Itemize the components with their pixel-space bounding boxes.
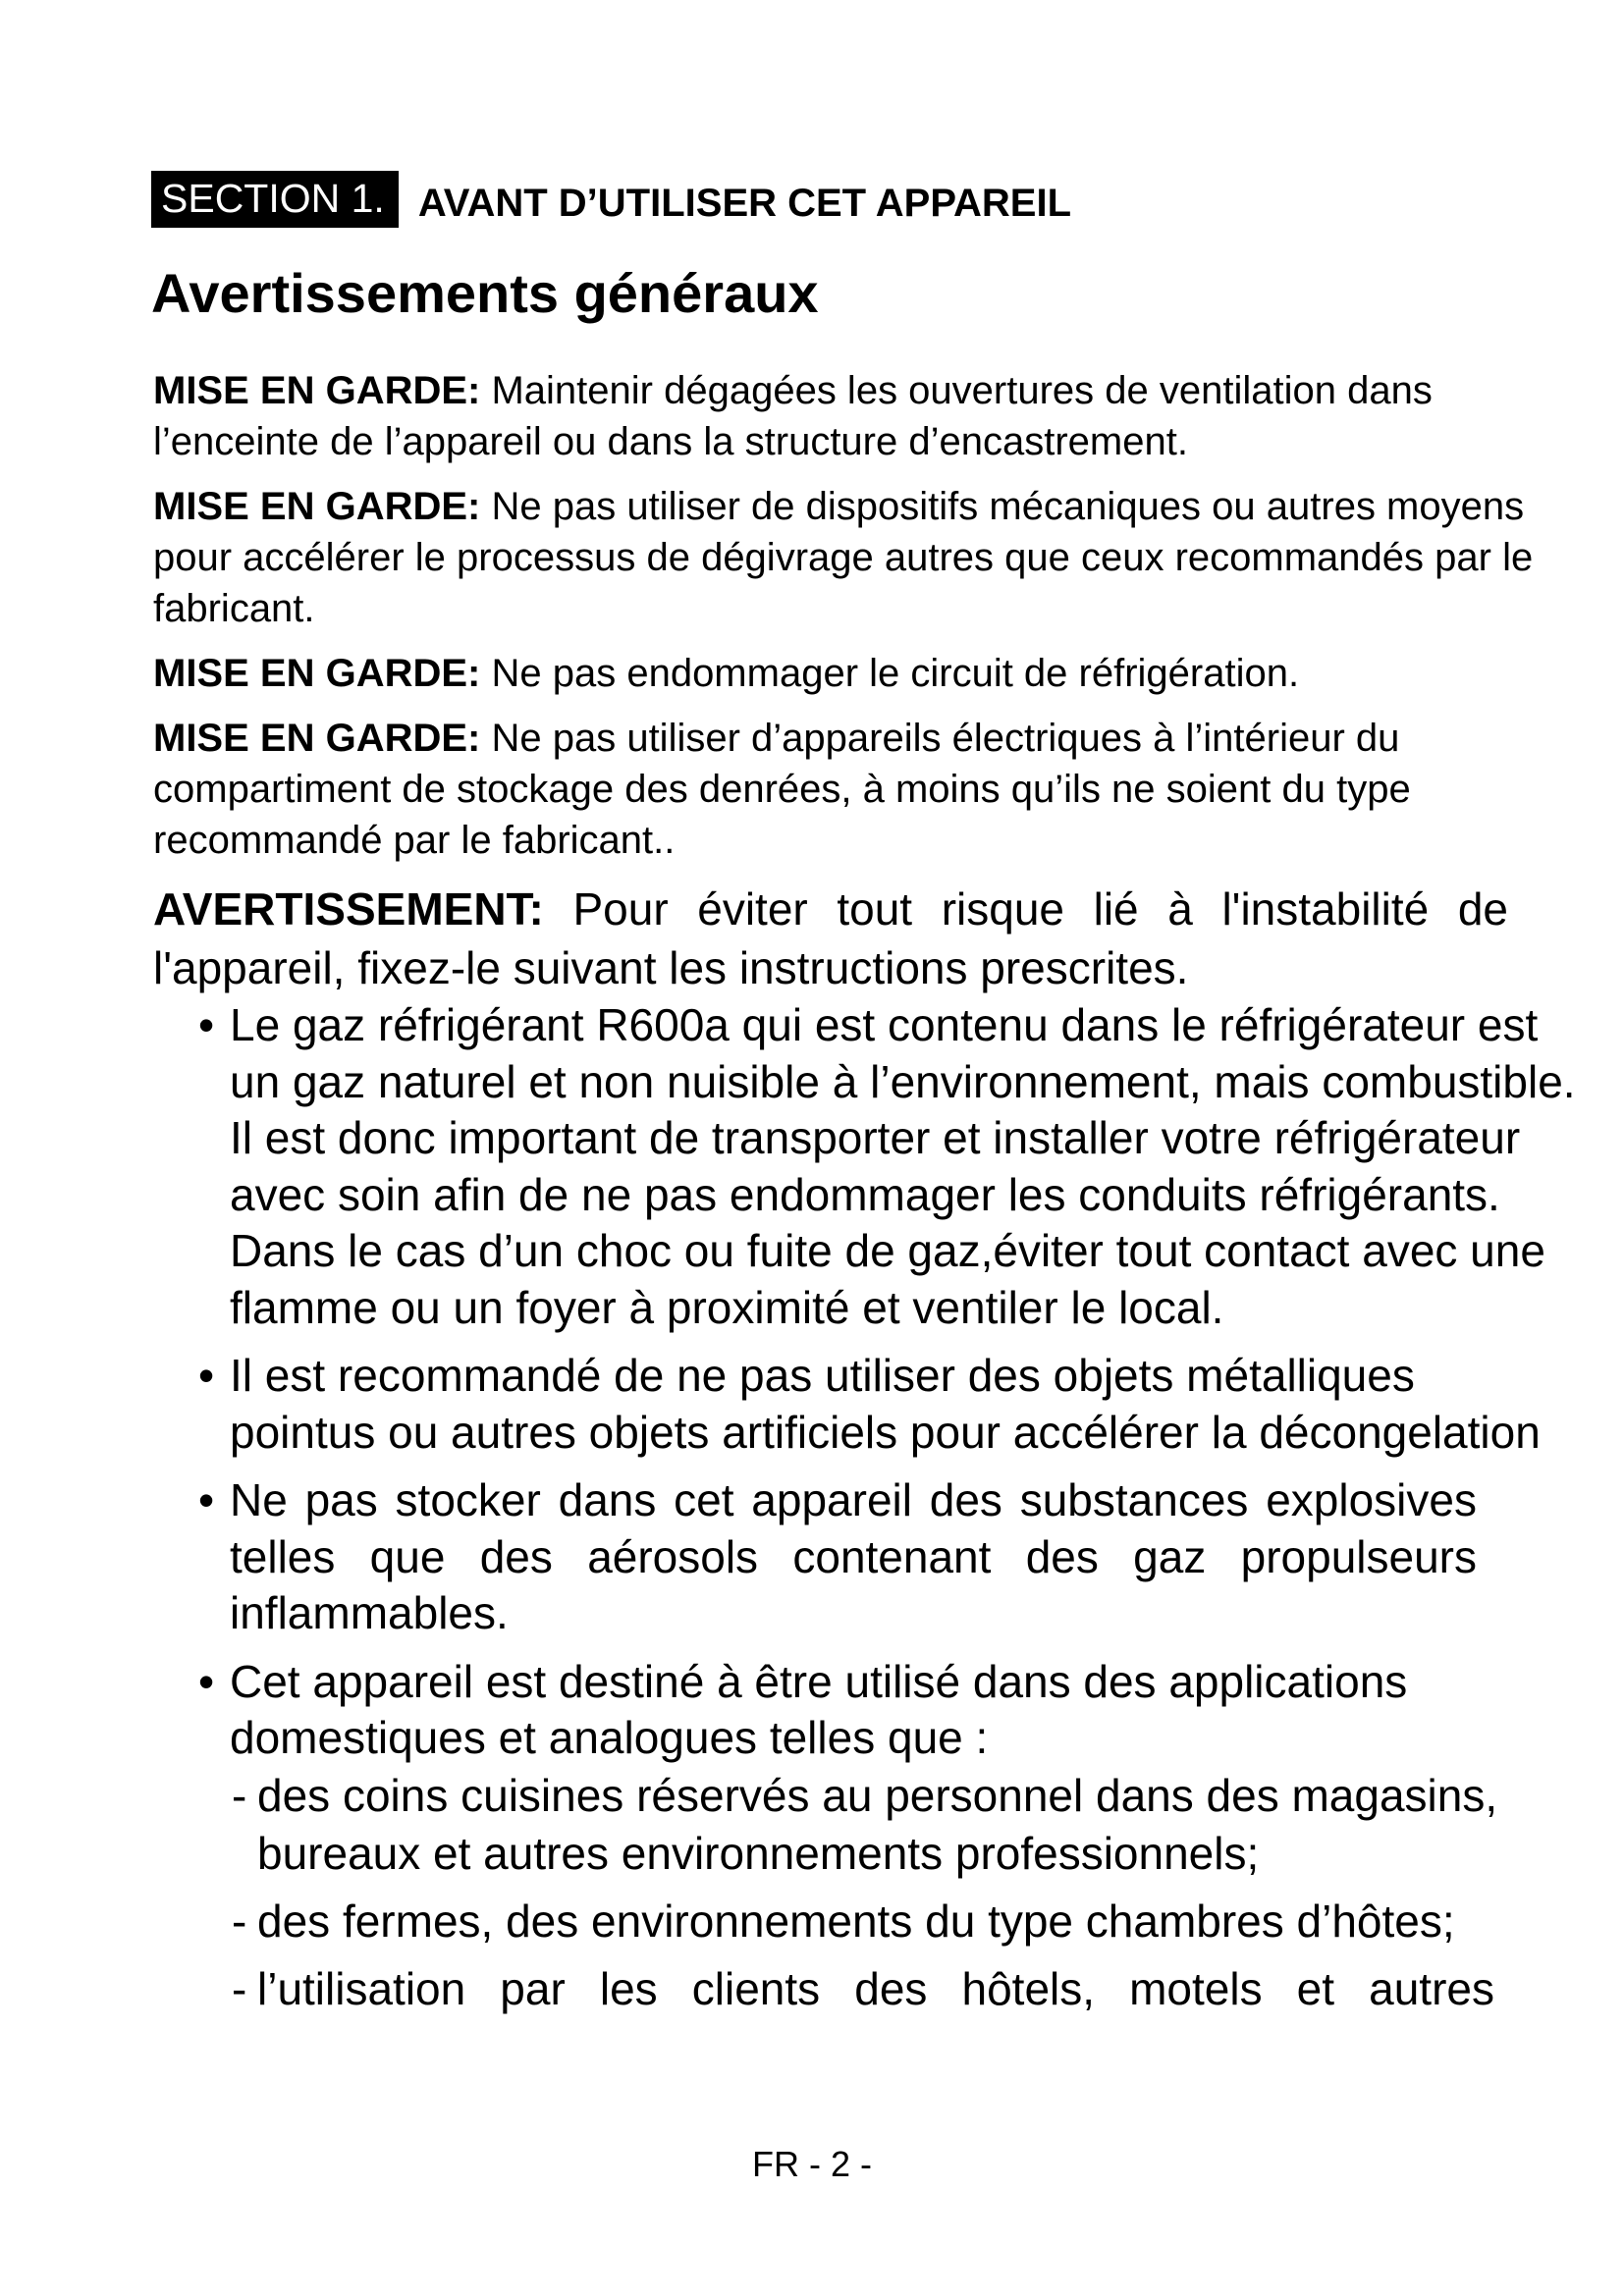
- section-header: [151, 171, 1071, 228]
- avertissement-stability: [153, 880, 1508, 997]
- bullet-text-metal-objects-line1: Il est recommandé de ne pas utiliser des objets métalliques: [230, 1350, 1415, 1401]
- warning-prefix: MISE EN GARDE:: [153, 369, 481, 412]
- avertissement-prefix: AVERTISSEMENT:: [153, 883, 544, 934]
- dash-marker: -: [232, 1769, 247, 1821]
- list-item: [196, 1472, 1581, 1642]
- warning-text: Maintenir dégagées les ouvertures de ventilation dans l’enceinte de l’appareil ou dans la structure d’encastrement.: [153, 369, 1433, 463]
- dash-marker: -: [232, 1962, 247, 2014]
- bullet-text-explosives: Ne pas stocker dans cet appareil des substances explosives telles que des aérosols contenant des gaz propulseurs inflammables.: [230, 1474, 1477, 1638]
- warning-electrical: [153, 713, 1567, 866]
- bullet-text-refrigerant: Le gaz réfrigérant R600a qui est contenu dans le réfrigérateur est un gaz naturel et non nuisible à l’environnement, mais combustible. Il est donc important de transporter et installer votre réfrigérateur avec soin afin de ne pas endommager les conduits réfrigérants. Dans le cas d’un choc ou fuite de gaz,éviter tout contact avec une flamme ou un foyer à proximité et ventiler le local.: [230, 999, 1576, 1333]
- bullet-list: [196, 997, 1581, 2030]
- list-item: [196, 1654, 1581, 2018]
- page-title: Avertissements généraux: [151, 262, 819, 324]
- sub-list: [230, 1767, 1581, 2018]
- bullet-text-metal-objects-line2: pointus ou autres objets artificiels pour accélérer la décongelation: [230, 1406, 1541, 1458]
- page-number: FR - 2 -: [752, 2144, 872, 2184]
- bullet-dot: •: [198, 999, 215, 1050]
- bullet-dot: •: [198, 1655, 215, 1707]
- bullet-text-domestic-use: Cet appareil est destiné à être utilisé dans des applications domestiques et analogues telles que :: [230, 1655, 1408, 1763]
- list-item: [196, 997, 1581, 1336]
- warning-prefix: MISE EN GARDE:: [153, 717, 481, 760]
- warning-prefix: MISE EN GARDE:: [153, 485, 481, 528]
- sub-list-item: [230, 1960, 1494, 2018]
- sub-list-item: [230, 1767, 1593, 1883]
- section-number-label: SECTION 1.: [151, 171, 399, 228]
- avertissement-text: Pour éviter tout risque lié à l'instabilité de l'appareil, fixez-le suivant les instructions prescrites.: [153, 883, 1508, 993]
- bullet-dot: •: [198, 1474, 215, 1525]
- dash-marker: -: [232, 1895, 247, 1947]
- warning-ventilation: [153, 365, 1508, 467]
- section-title: AVANT D’UTILISER CET APPAREIL: [417, 182, 1072, 225]
- sub-item-text: des fermes, des environnements du type chambres d’hôtes;: [257, 1895, 1455, 1947]
- sub-item-text: des coins cuisines réservés au personnel dans des magasins, bureaux et autres environnements professionnels;: [257, 1769, 1498, 1879]
- warnings-block: [153, 365, 1538, 997]
- warning-text: Ne pas endommager le circuit de réfrigération.: [480, 652, 1300, 695]
- sub-item-text: l’utilisation par les clients des hôtels, motels et autres: [257, 1962, 1494, 2014]
- warning-prefix: MISE EN GARDE:: [153, 652, 481, 695]
- warning-text: Ne pas utiliser d’appareils électriques à l’intérieur du compartiment de stockage des denrées, à moins qu’ils ne soient du type recommandé par le fabricant..: [153, 717, 1411, 862]
- warning-circuit: [153, 648, 1538, 699]
- sub-list-item: [230, 1893, 1581, 1950]
- warning-defrost: [153, 481, 1547, 634]
- list-item: [196, 1348, 1581, 1461]
- bullet-dot: •: [198, 1350, 215, 1401]
- warning-text: Ne pas utiliser de dispositifs mécaniques ou autres moyens pour accélérer le processus de dégivrage autres que ceux recommandés par le fabricant.: [153, 485, 1534, 630]
